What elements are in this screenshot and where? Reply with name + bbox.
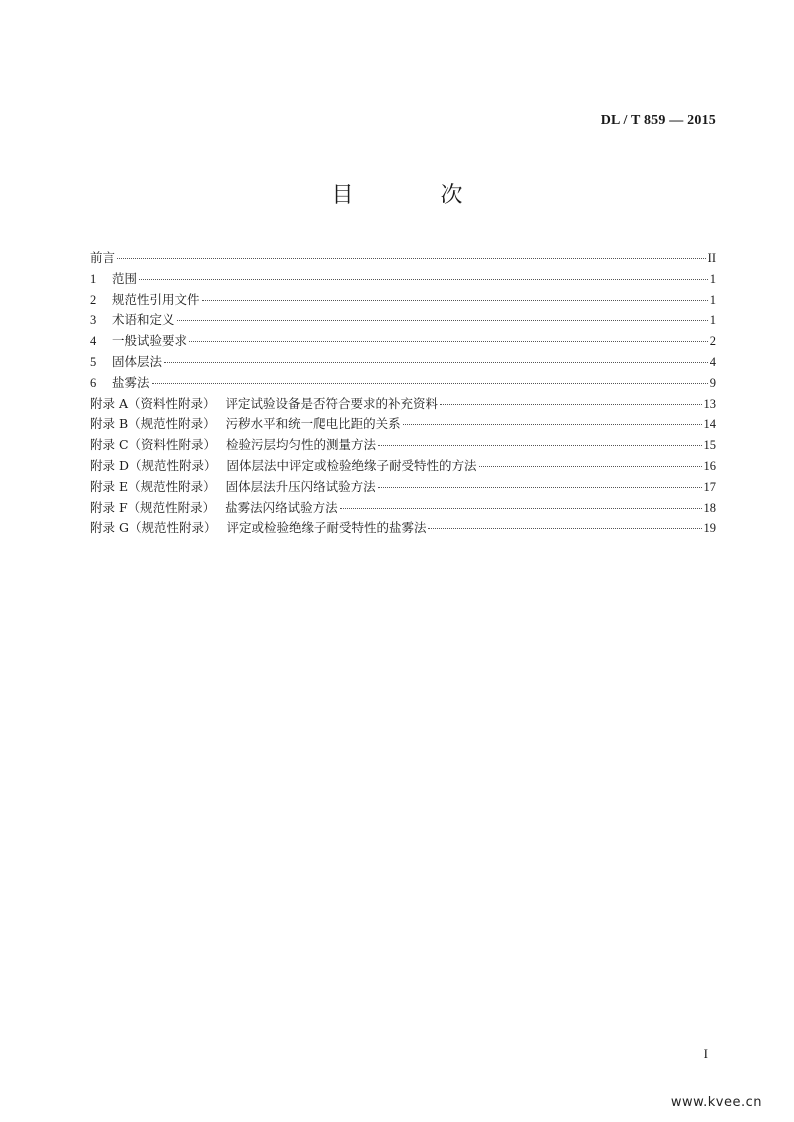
- toc-entry-label: 固体层法中评定或检验绝缘子耐受特性的方法: [226, 457, 477, 473]
- toc-appendix-tag: 附录 G（规范性附录）: [90, 520, 217, 536]
- toc-leader-dots: [152, 382, 708, 384]
- toc-leader-dots: [479, 465, 702, 467]
- table-of-contents: [90, 248, 716, 539]
- toc-leader-dots: [378, 486, 702, 488]
- toc-appendix-tag: 附录 E（规范性附录）: [90, 478, 216, 494]
- toc-entry-1[interactable]: [90, 269, 716, 290]
- toc-entry-label: 固体层法: [112, 353, 163, 369]
- document-code: DL / T 859 — 2015: [600, 113, 716, 128]
- toc-entry-page: 1: [709, 292, 716, 307]
- toc-entry-appendix-g[interactable]: [90, 518, 716, 539]
- toc-entry-6[interactable]: [90, 373, 716, 394]
- toc-entry-appendix-d[interactable]: [90, 456, 716, 477]
- toc-entry-label: 盐雾法闪络试验方法: [225, 499, 338, 515]
- toc-entry-page: 1: [709, 271, 716, 286]
- toc-entry-number: 2: [90, 292, 97, 307]
- toc-entry-4[interactable]: [90, 331, 716, 352]
- toc-appendix-tag: 附录 B（规范性附录）: [90, 416, 216, 432]
- toc-entry-appendix-e[interactable]: [90, 477, 716, 498]
- watermark-text: www.kvee.cn: [670, 1095, 762, 1110]
- toc-leader-dots: [340, 507, 702, 509]
- toc-entry-page: 15: [703, 438, 716, 453]
- toc-entry-number: 6: [90, 375, 97, 390]
- toc-entry-label: 一般试验要求: [112, 333, 188, 349]
- toc-entry-page: 9: [709, 375, 716, 390]
- toc-entry-label: 术语和定义: [112, 312, 175, 328]
- toc-leader-dots: [440, 403, 701, 405]
- toc-entry-label: 评定试验设备是否符合要求的补充资料: [225, 395, 439, 411]
- toc-leader-dots: [202, 299, 708, 301]
- toc-entry-page: 1: [709, 313, 716, 328]
- toc-entry-label: 盐雾法: [112, 374, 150, 390]
- toc-entry-label: 固体层法升压闪络试验方法: [225, 478, 376, 494]
- toc-entry-number: 3: [90, 313, 97, 328]
- toc-entry-5[interactable]: [90, 352, 716, 373]
- toc-leader-dots: [378, 444, 701, 446]
- toc-leader-dots: [164, 361, 708, 363]
- toc-entry-number: 4: [90, 334, 97, 349]
- toc-entry-label: 范围: [112, 270, 138, 286]
- toc-entry-label: 规范性引用文件: [112, 291, 200, 307]
- toc-leader-dots: [403, 423, 702, 425]
- toc-appendix-tag: 附录 A（资料性附录）: [90, 395, 216, 411]
- toc-entry-label: 评定或检验绝缘子耐受特性的盐雾法: [226, 520, 427, 536]
- toc-leader-dots: [139, 278, 708, 280]
- toc-appendix-tag: 附录 D（规范性附录）: [90, 457, 217, 473]
- toc-entry-appendix-f[interactable]: [90, 498, 716, 519]
- toc-entry-page: 13: [703, 396, 716, 411]
- toc-entry-number: 1: [90, 271, 97, 286]
- toc-entry-page: 17: [703, 479, 716, 494]
- toc-leader-dots: [189, 340, 708, 342]
- toc-entry-label: 污秽水平和统一爬电比距的关系: [225, 416, 401, 432]
- toc-leader-dots: [177, 319, 708, 321]
- toc-entry-label: 前言: [90, 250, 116, 265]
- toc-entry-appendix-b[interactable]: [90, 414, 716, 435]
- toc-entry-label: 检验污层均匀性的测量方法: [226, 437, 377, 453]
- toc-entry-2[interactable]: [90, 290, 716, 311]
- toc-entry-appendix-c[interactable]: [90, 435, 716, 456]
- toc-entry-3[interactable]: [90, 310, 716, 331]
- toc-entry-foreword[interactable]: [90, 248, 716, 269]
- toc-entry-page: 16: [703, 458, 716, 473]
- toc-leader-dots: [428, 527, 701, 529]
- toc-appendix-tag: 附录 F（规范性附录）: [90, 499, 216, 515]
- toc-leader-dots: [117, 257, 706, 259]
- toc-entry-page: II: [707, 251, 716, 265]
- toc-entry-page: 4: [709, 354, 716, 369]
- toc-entry-page: 18: [703, 500, 716, 515]
- page-title: 目 次: [331, 183, 503, 208]
- toc-entry-number: 5: [90, 354, 97, 369]
- toc-appendix-tag: 附录 C（资料性附录）: [90, 437, 217, 453]
- toc-entry-page: 14: [703, 417, 716, 432]
- toc-entry-appendix-a[interactable]: [90, 394, 716, 415]
- page-number: I: [703, 1046, 708, 1061]
- toc-entry-page: 2: [709, 334, 716, 349]
- toc-entry-page: 19: [703, 521, 716, 536]
